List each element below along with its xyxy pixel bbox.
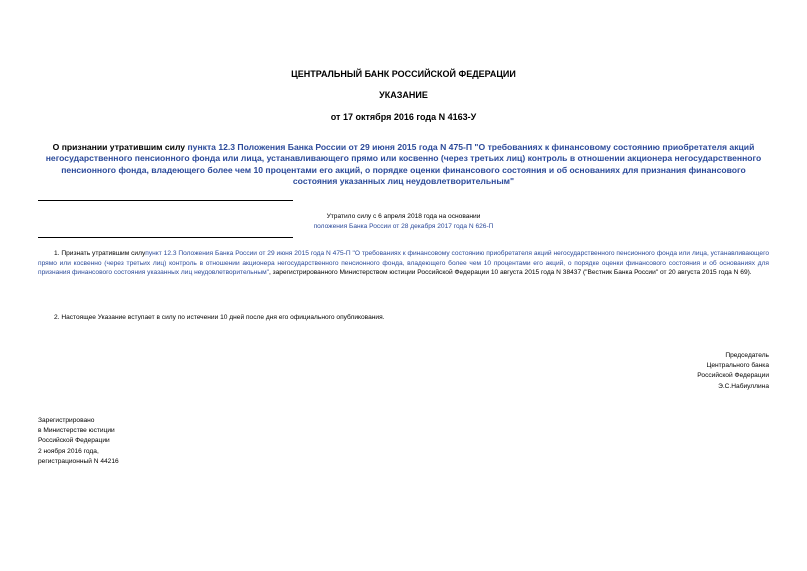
registration-date: 2 ноября 2016 года,: [38, 447, 99, 455]
annulment-text: Утратило силу с 6 апреля 2018 года на основании: [326, 213, 481, 220]
registration-number: регистрационный N 44216: [38, 457, 119, 465]
registration-line-2: в Министерстве юстиции: [38, 427, 115, 435]
signature-line-2: Центрального банка: [706, 362, 769, 370]
document-type-heading: УКАЗАНИЕ: [379, 90, 428, 100]
title-link[interactable]: пункта 12.3 Положения Банка России от 29 июня 2015 года N 475-П "О требованиях к финансовому состоянию приобретателя акций негосударственного пенсионного фонда или лица, устанавливающего прямо или косвенно (через третьих лиц) контроль в отношении акционера негосударственного пенсионного фонда, владеющего более чем 10 процентами его акций, о порядке оценки финансового состояния и об основаниях для признания финансового состояния указанных лиц неудовлетворительным": [45, 142, 762, 187]
title-prefix: О признании утратившим силу: [52, 142, 188, 152]
registration-line-1: Зарегистрировано: [38, 417, 95, 424]
annulment-note: [30, 212, 777, 232]
document-title: [40, 142, 767, 188]
divider-bottom: [38, 237, 293, 238]
organization-heading: ЦЕНТРАЛЬНЫЙ БАНК РОССИЙСКОЙ ФЕДЕРАЦИИ: [291, 69, 516, 79]
paragraph-1-link[interactable]: пункт 12.3 Положения Банка России от 29 июня 2015 года N 475-П "О требованиях к финансовому состоянию приобретателя акций негосударственного пенсионного фонда или лица, устанавливающего прямо или косвенно (через третьих лиц) контроль в отношении акционера негосударственного пенсионного фонда, владеющего более чем 10 процентами его акций, о порядке оценки финансового состояния и об основаниях для признания финансового состояния указанных лиц неудовлетворительным": [38, 250, 769, 277]
signature-block: [697, 351, 769, 392]
paragraph-1-suffix: , зарегистрированного Министерством юстиции Российской Федерации 10 августа 2015 года N 38437 ("Вестник Банка России" от 20 августа 2015 года N 69).: [268, 269, 752, 277]
paragraph-1: [38, 249, 769, 278]
date-number-heading: от 17 октября 2016 года N 4163-У: [330, 112, 477, 122]
divider-top: [38, 200, 293, 201]
annulment-link[interactable]: положения Банка России от 28 декабря 2017 года N 626-П: [313, 223, 494, 230]
paragraph-2: 2. Настоящее Указание вступает в силу по истечении 10 дней после дня его официального опубликования.: [54, 314, 385, 321]
signature-name: Э.С.Набиуллина: [718, 382, 769, 390]
registration-line-3: Российской Федерации: [38, 437, 110, 445]
signature-line-3: Российской Федерации: [697, 372, 769, 380]
paragraph-1-prefix: 1. Признать утратившим силу: [54, 250, 146, 257]
registration-block: [38, 416, 119, 467]
signature-line-1: Председатель: [725, 352, 769, 359]
